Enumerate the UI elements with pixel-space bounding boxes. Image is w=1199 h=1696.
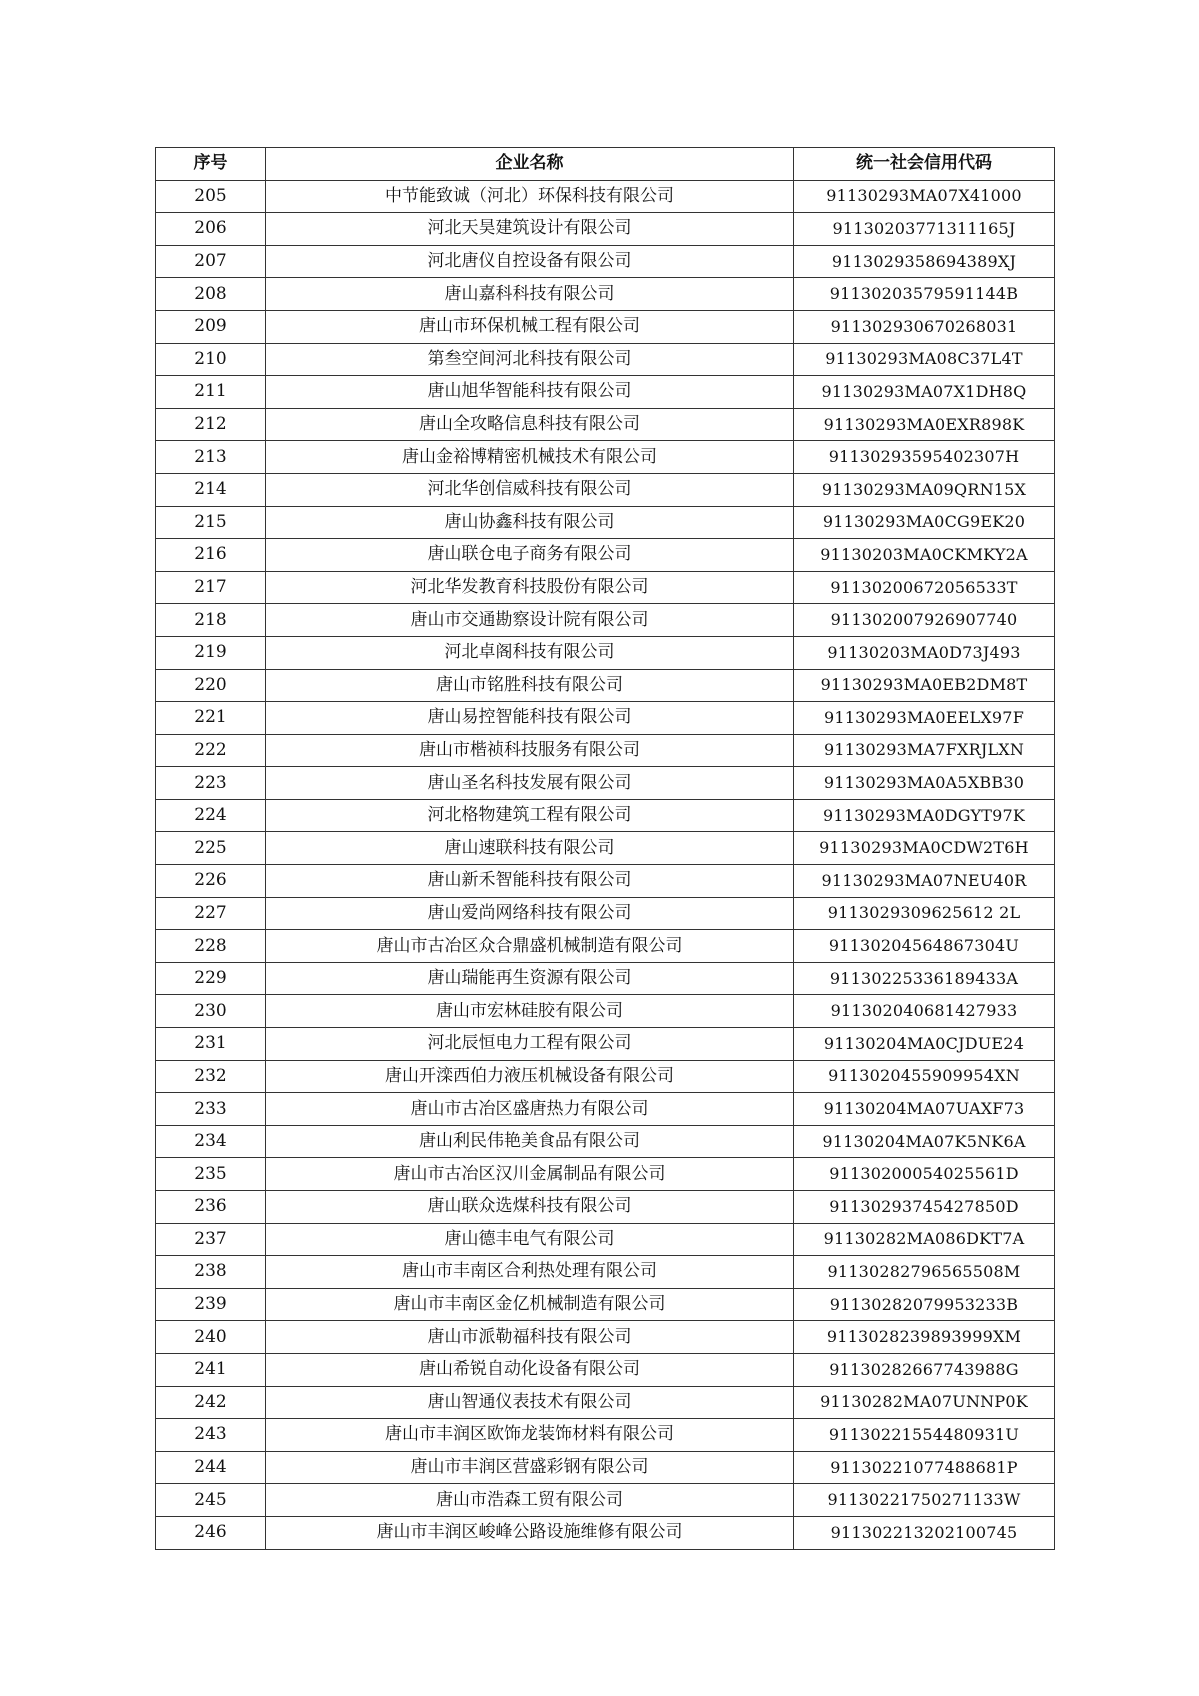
serial-number-cell: 214 <box>156 473 266 506</box>
table-row <box>156 1223 1055 1256</box>
enterprise-name-cell: 唐山市派勒福科技有限公司 <box>266 1321 794 1354</box>
credit-code-cell: 91130293MA07NEU40R <box>794 865 1055 898</box>
serial-number-cell: 232 <box>156 1060 266 1093</box>
enterprise-name-cell: 第叁空间河北科技有限公司 <box>266 343 794 376</box>
enterprise-name-cell: 唐山利民伟艳美食品有限公司 <box>266 1125 794 1158</box>
table-row <box>156 213 1055 246</box>
enterprise-name-cell: 河北格物建筑工程有限公司 <box>266 799 794 832</box>
credit-code-cell: 91130203771311165J <box>794 213 1055 246</box>
enterprise-name-cell: 唐山市宏林硅胶有限公司 <box>266 995 794 1028</box>
header-credit-code: 统一社会信用代码 <box>794 148 1055 181</box>
credit-code-cell: 91130293MA0EELX97F <box>794 702 1055 735</box>
serial-number-cell: 223 <box>156 767 266 800</box>
enterprise-name-cell: 河北唐仪自控设备有限公司 <box>266 245 794 278</box>
table-row <box>156 604 1055 637</box>
enterprise-name-cell: 唐山新禾智能科技有限公司 <box>266 865 794 898</box>
serial-number-cell: 238 <box>156 1256 266 1289</box>
table-row <box>156 1288 1055 1321</box>
table-row <box>156 962 1055 995</box>
serial-number-cell: 226 <box>156 865 266 898</box>
serial-number-cell: 233 <box>156 1093 266 1126</box>
enterprise-name-cell: 唐山开滦西伯力液压机械设备有限公司 <box>266 1060 794 1093</box>
serial-number-cell: 210 <box>156 343 266 376</box>
enterprise-table <box>155 147 1055 1550</box>
serial-number-cell: 242 <box>156 1386 266 1419</box>
enterprise-name-cell: 唐山市丰南区合利热处理有限公司 <box>266 1256 794 1289</box>
enterprise-name-cell: 唐山市丰南区金亿机械制造有限公司 <box>266 1288 794 1321</box>
serial-number-cell: 209 <box>156 310 266 343</box>
table-row <box>156 1353 1055 1386</box>
serial-number-cell: 231 <box>156 1028 266 1061</box>
table-row <box>156 180 1055 213</box>
enterprise-name-cell: 唐山全攻略信息科技有限公司 <box>266 408 794 441</box>
credit-code-cell: 91130293MA07X41000 <box>794 180 1055 213</box>
table-row <box>156 376 1055 409</box>
credit-code-cell: 911302213202100745 <box>794 1516 1055 1549</box>
enterprise-name-cell: 唐山市古冶区众合鼎盛机械制造有限公司 <box>266 930 794 963</box>
serial-number-cell: 224 <box>156 799 266 832</box>
table-row <box>156 506 1055 539</box>
enterprise-name-cell: 唐山圣名科技发展有限公司 <box>266 767 794 800</box>
serial-number-cell: 205 <box>156 180 266 213</box>
credit-code-cell: 91130282796565508M <box>794 1256 1055 1289</box>
header-enterprise-name: 企业名称 <box>266 148 794 181</box>
table-row <box>156 669 1055 702</box>
table-row <box>156 1093 1055 1126</box>
enterprise-name-cell: 唐山智通仪表技术有限公司 <box>266 1386 794 1419</box>
credit-code-cell: 91130204MA0CJDUE24 <box>794 1028 1055 1061</box>
serial-number-cell: 225 <box>156 832 266 865</box>
serial-number-cell: 207 <box>156 245 266 278</box>
credit-code-cell: 91130293MA09QRN15X <box>794 473 1055 506</box>
serial-number-cell: 234 <box>156 1125 266 1158</box>
credit-code-cell: 91130293MA0DGYT97K <box>794 799 1055 832</box>
credit-code-cell: 9113029309625612 2L <box>794 897 1055 930</box>
credit-code-cell: 91130282MA07UNNP0K <box>794 1386 1055 1419</box>
serial-number-cell: 206 <box>156 213 266 246</box>
table-row <box>156 636 1055 669</box>
enterprise-name-cell: 唐山市丰润区营盛彩钢有限公司 <box>266 1451 794 1484</box>
enterprise-name-cell: 中节能致诚（河北）环保科技有限公司 <box>266 180 794 213</box>
serial-number-cell: 217 <box>156 571 266 604</box>
table-row <box>156 1191 1055 1224</box>
credit-code-cell: 91130221077488681P <box>794 1451 1055 1484</box>
table-row <box>156 702 1055 735</box>
credit-code-cell: 9113029358694389XJ <box>794 245 1055 278</box>
serial-number-cell: 229 <box>156 962 266 995</box>
table-row <box>156 930 1055 963</box>
table-row <box>156 245 1055 278</box>
serial-number-cell: 212 <box>156 408 266 441</box>
serial-number-cell: 221 <box>156 702 266 735</box>
serial-number-cell: 240 <box>156 1321 266 1354</box>
credit-code-cell: 91130221750271133W <box>794 1484 1055 1517</box>
table-row <box>156 408 1055 441</box>
serial-number-cell: 239 <box>156 1288 266 1321</box>
credit-code-cell: 91130293MA0EXR898K <box>794 408 1055 441</box>
table-row <box>156 473 1055 506</box>
enterprise-name-cell: 唐山爱尚网络科技有限公司 <box>266 897 794 930</box>
enterprise-name-cell: 唐山易控智能科技有限公司 <box>266 702 794 735</box>
serial-number-cell: 237 <box>156 1223 266 1256</box>
credit-code-cell: 91130293MA0CG9EK20 <box>794 506 1055 539</box>
serial-number-cell: 235 <box>156 1158 266 1191</box>
credit-code-cell: 911302007926907740 <box>794 604 1055 637</box>
credit-code-cell: 91130225336189433A <box>794 962 1055 995</box>
serial-number-cell: 211 <box>156 376 266 409</box>
credit-code-cell: 91130200054025561D <box>794 1158 1055 1191</box>
credit-code-cell: 911302040681427933 <box>794 995 1055 1028</box>
credit-code-cell: 91130282MA086DKT7A <box>794 1223 1055 1256</box>
enterprise-name-cell: 唐山联仓电子商务有限公司 <box>266 539 794 572</box>
enterprise-name-cell: 唐山协鑫科技有限公司 <box>266 506 794 539</box>
credit-code-cell: 91130282667743988G <box>794 1353 1055 1386</box>
table-row <box>156 1028 1055 1061</box>
credit-code-cell: 91130221554480931U <box>794 1419 1055 1452</box>
table-row <box>156 1125 1055 1158</box>
serial-number-cell: 228 <box>156 930 266 963</box>
table-row <box>156 995 1055 1028</box>
table-row <box>156 734 1055 767</box>
enterprise-name-cell: 唐山市交通勘察设计院有限公司 <box>266 604 794 637</box>
enterprise-name-cell: 唐山瑞能再生资源有限公司 <box>266 962 794 995</box>
table-row <box>156 897 1055 930</box>
serial-number-cell: 222 <box>156 734 266 767</box>
credit-code-cell: 91130282079953233B <box>794 1288 1055 1321</box>
enterprise-name-cell: 唐山市古冶区盛唐热力有限公司 <box>266 1093 794 1126</box>
serial-number-cell: 218 <box>156 604 266 637</box>
credit-code-cell: 91130293MA0EB2DM8T <box>794 669 1055 702</box>
table-row <box>156 1516 1055 1549</box>
credit-code-cell: 91130203579591144B <box>794 278 1055 311</box>
credit-code-cell: 91130204MA07K5NK6A <box>794 1125 1055 1158</box>
credit-code-cell: 91130293MA07X1DH8Q <box>794 376 1055 409</box>
table-body <box>156 180 1055 1549</box>
serial-number-cell: 213 <box>156 441 266 474</box>
enterprise-name-cell: 河北辰恒电力工程有限公司 <box>266 1028 794 1061</box>
serial-number-cell: 227 <box>156 897 266 930</box>
serial-number-cell: 208 <box>156 278 266 311</box>
credit-code-cell: 91130203MA0CKMKY2A <box>794 539 1055 572</box>
credit-code-cell: 91130200672056533T <box>794 571 1055 604</box>
serial-number-cell: 244 <box>156 1451 266 1484</box>
table-row <box>156 1419 1055 1452</box>
enterprise-name-cell: 唐山速联科技有限公司 <box>266 832 794 865</box>
enterprise-name-cell: 唐山市古冶区汉川金属制品有限公司 <box>266 1158 794 1191</box>
enterprise-name-cell: 唐山联众选煤科技有限公司 <box>266 1191 794 1224</box>
table-row <box>156 799 1055 832</box>
table-row <box>156 865 1055 898</box>
credit-code-cell: 9113020455909954XN <box>794 1060 1055 1093</box>
serial-number-cell: 241 <box>156 1353 266 1386</box>
table-row <box>156 310 1055 343</box>
table-row <box>156 832 1055 865</box>
enterprise-name-cell: 唐山德丰电气有限公司 <box>266 1223 794 1256</box>
credit-code-cell: 91130203MA0D73J493 <box>794 636 1055 669</box>
serial-number-cell: 246 <box>156 1516 266 1549</box>
credit-code-cell: 91130293745427850D <box>794 1191 1055 1224</box>
table-row <box>156 1484 1055 1517</box>
enterprise-name-cell: 唐山市环保机械工程有限公司 <box>266 310 794 343</box>
header-serial-number: 序号 <box>156 148 266 181</box>
table-row <box>156 1158 1055 1191</box>
credit-code-cell: 91130293MA08C37L4T <box>794 343 1055 376</box>
enterprise-name-cell: 唐山市浩森工贸有限公司 <box>266 1484 794 1517</box>
enterprise-name-cell: 唐山金裕博精密机械技术有限公司 <box>266 441 794 474</box>
credit-code-cell: 911302930670268031 <box>794 310 1055 343</box>
table-row <box>156 1256 1055 1289</box>
credit-code-cell: 91130204564867304U <box>794 930 1055 963</box>
enterprise-name-cell: 唐山市楷祯科技服务有限公司 <box>266 734 794 767</box>
serial-number-cell: 243 <box>156 1419 266 1452</box>
table-row <box>156 278 1055 311</box>
enterprise-name-cell: 唐山市丰润区欧饰龙装饰材料有限公司 <box>266 1419 794 1452</box>
table-row <box>156 539 1055 572</box>
table-row <box>156 1451 1055 1484</box>
serial-number-cell: 220 <box>156 669 266 702</box>
credit-code-cell: 9113028239893999XM <box>794 1321 1055 1354</box>
enterprise-name-cell: 唐山市铭胜科技有限公司 <box>266 669 794 702</box>
credit-code-cell: 91130293MA0CDW2T6H <box>794 832 1055 865</box>
table-row <box>156 767 1055 800</box>
enterprise-name-cell: 唐山市丰润区峻峰公路设施维修有限公司 <box>266 1516 794 1549</box>
table-row <box>156 1386 1055 1419</box>
enterprise-name-cell: 河北卓阁科技有限公司 <box>266 636 794 669</box>
serial-number-cell: 230 <box>156 995 266 1028</box>
enterprise-name-cell: 唐山旭华智能科技有限公司 <box>266 376 794 409</box>
table-row <box>156 1321 1055 1354</box>
serial-number-cell: 236 <box>156 1191 266 1224</box>
credit-code-cell: 91130293MA0A5XBB30 <box>794 767 1055 800</box>
serial-number-cell: 216 <box>156 539 266 572</box>
serial-number-cell: 215 <box>156 506 266 539</box>
table-row <box>156 571 1055 604</box>
enterprise-name-cell: 河北天昊建筑设计有限公司 <box>266 213 794 246</box>
enterprise-name-cell: 河北华创信威科技有限公司 <box>266 473 794 506</box>
table-row <box>156 441 1055 474</box>
serial-number-cell: 219 <box>156 636 266 669</box>
table-header-row <box>156 148 1055 181</box>
serial-number-cell: 245 <box>156 1484 266 1517</box>
credit-code-cell: 91130293MA7FXRJLXN <box>794 734 1055 767</box>
credit-code-cell: 91130204MA07UAXF73 <box>794 1093 1055 1126</box>
table-row <box>156 343 1055 376</box>
enterprise-name-cell: 河北华发教育科技股份有限公司 <box>266 571 794 604</box>
enterprise-name-cell: 唐山嘉科科技有限公司 <box>266 278 794 311</box>
credit-code-cell: 91130293595402307H <box>794 441 1055 474</box>
table-row <box>156 1060 1055 1093</box>
enterprise-name-cell: 唐山希锐自动化设备有限公司 <box>266 1353 794 1386</box>
